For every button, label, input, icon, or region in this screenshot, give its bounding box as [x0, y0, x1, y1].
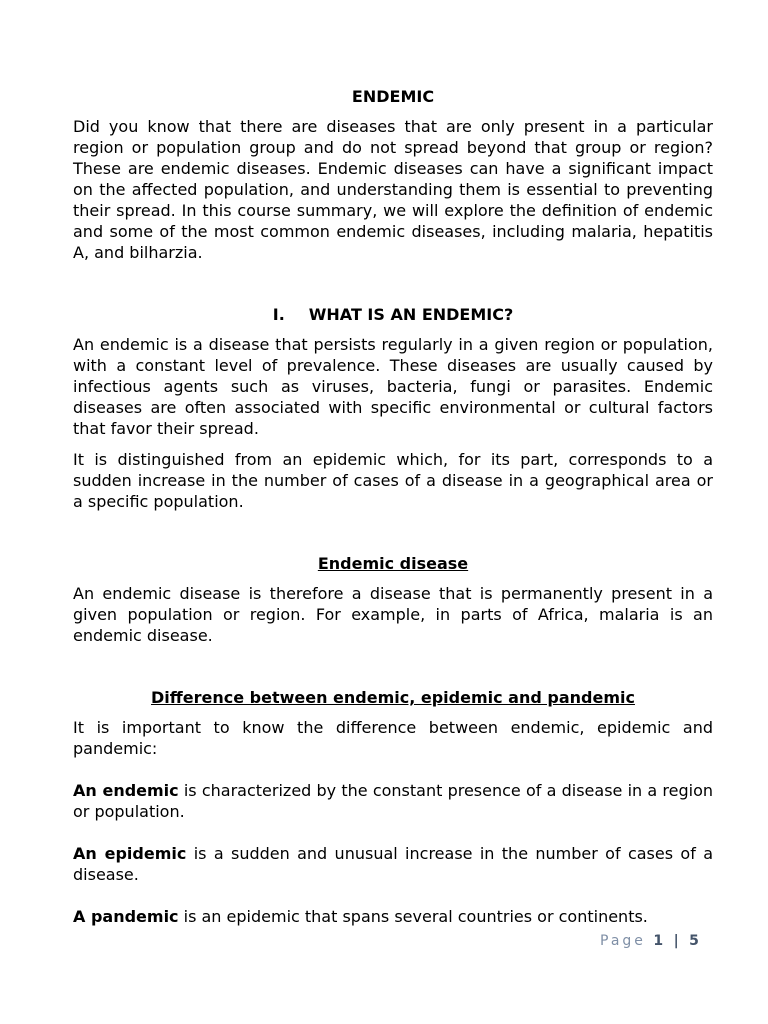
- intro-paragraph: Did you know that there are diseases that are only present in a particular region or population group and do not spread beyond that group or region? These are endemic diseases. Endemic diseases can have a significant impact on the affected population, and understanding them is essential to preventing their spread. In this course summary, we will explore the definition of endemic and some of the most common endemic diseases, including malaria, hepatitis A, and bilharzia.: [73, 117, 713, 262]
- page-separator: |: [673, 933, 682, 949]
- section-heading-text: WHAT IS AN ENDEMIC?: [308, 305, 514, 324]
- endemic-term: An endemic: [73, 781, 179, 800]
- epidemic-distinction-paragraph: It is distinguished from an epidemic which, for its part, corresponds to a sudden increase in the number of cases of a disease in a geographical area or a specific population.: [73, 450, 713, 511]
- document-title: ENDEMIC: [351, 87, 435, 106]
- pandemic-term-definition: is an epidemic that spans several countries or continents.: [178, 907, 648, 926]
- document-body: [73, 86, 713, 927]
- difference-heading: Difference between endemic, epidemic and pandemic: [151, 688, 635, 707]
- endemic-term-definition: is characterized by the constant presence of a disease in a region or population.: [73, 781, 713, 821]
- pandemic-term: A pandemic: [73, 907, 179, 926]
- page-number: 1: [653, 933, 667, 949]
- difference-intro-paragraph: It is important to know the difference between endemic, epidemic and pandemic:: [73, 718, 713, 758]
- section-heading-what-is-endemic: [73, 304, 713, 325]
- page-label: Page: [600, 933, 646, 949]
- page-total: 5: [689, 933, 702, 949]
- endemic-definition-item: [73, 780, 713, 822]
- epidemic-term: An epidemic: [73, 844, 187, 863]
- endemic-definition-paragraph: An endemic is a disease that persists regularly in a given region or population, with a constant level of prevalence. These diseases are usually caused by infectious agents such as viruses, bacteria, fungi or parasites. Endemic diseases are often associated with specific environmental or cultural factors that favor their spread.: [73, 335, 713, 438]
- epidemic-definition-item: [73, 843, 713, 885]
- endemic-disease-heading: Endemic disease: [317, 554, 469, 573]
- pandemic-definition-item: [73, 906, 713, 927]
- epidemic-term-definition: is a sudden and unusual increase in the number of cases of a disease.: [73, 844, 714, 884]
- section-number: I.: [272, 305, 285, 324]
- endemic-disease-paragraph: An endemic disease is therefore a disease that is permanently present in a given population or region. For example, in parts of Africa, malaria is an endemic disease.: [73, 584, 713, 645]
- page-footer: [600, 933, 700, 949]
